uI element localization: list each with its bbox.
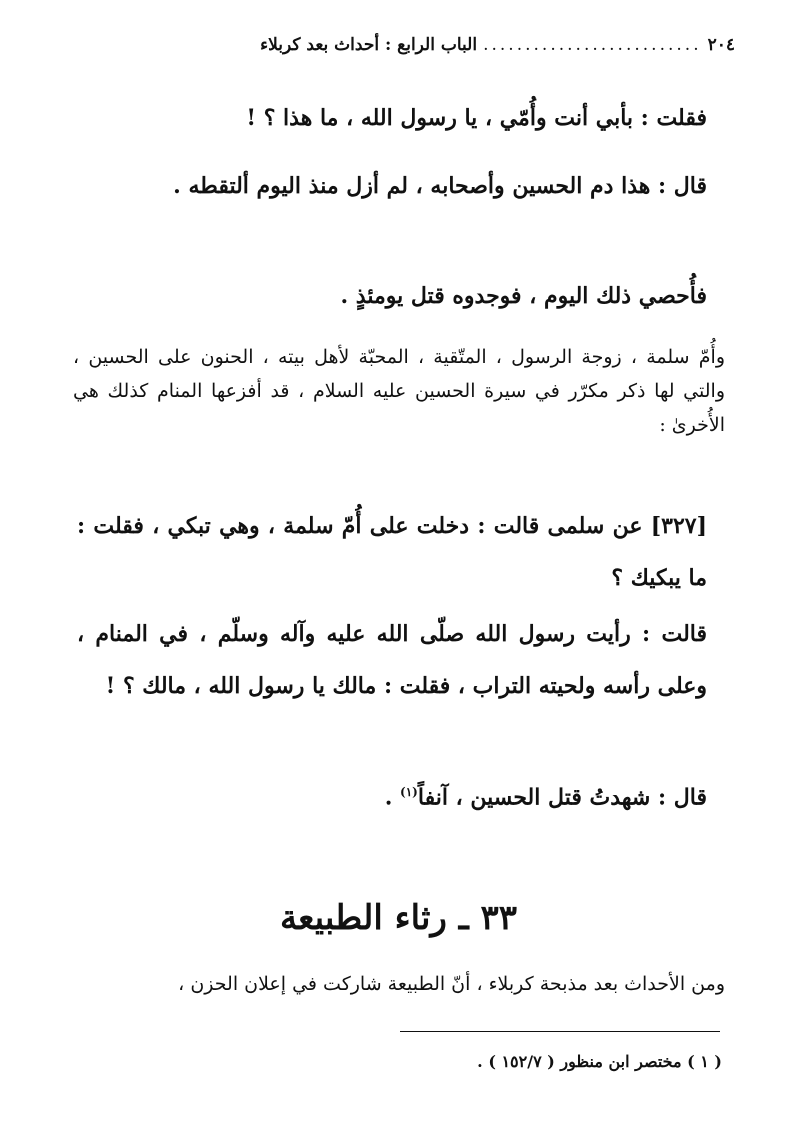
footnote-rule [400, 1031, 720, 1032]
hadith-327-end: قال : شهدتُ قتل الحسين ، آنفاً$^{(١)}$ . [384, 784, 707, 811]
footnote-ref: (١) [400, 785, 418, 799]
quote-line-2: قال : هذا دم الحسين وأصحابه ، لم أزل منذ اليوم ألتقطه . [173, 173, 707, 199]
body-paragraph-2: ومن الأحداث بعد مذبحة كربلاء ، أنّ الطبيعة شاركت في إعلان الحزن ، [178, 973, 725, 995]
body-paragraph-1: وأُمّ سلمة ، زوجة الرسول ، المتّقية ، المحبّة لأهل بيته ، الحنون على الحسين ، والتي لها ذكر مكرّر في سيرة الحسين عليه السلام ، قد أفزعها المنام كذلك هي الأُخرىٰ : [73, 346, 725, 436]
section-title: ٣٣ ـ رثاء الطبيعة [279, 898, 518, 938]
running-head [60, 30, 735, 60]
chapter-title: الباب الرابع : أحداث بعد كربلاء [260, 35, 478, 55]
leader-dots: .......................... [483, 35, 702, 55]
quote-line-1: فقلت : بأبي أنت وأُمّي ، يا رسول الله ، ما هذا ؟ ! [246, 105, 707, 131]
page-number: ٢٠٤ [707, 35, 735, 55]
hadith-327-continued: قالت : رأيت رسول الله صلّى الله عليه وآله وسلّم ، في المنام ، وعلى رأسه ولحيته التراب ، فقلت : مالك يا رسول الله ، مالك ؟ ! [77, 621, 707, 699]
quote-line-3: فأُحصي ذلك اليوم ، فوجدوه قتل يومئذٍ . [340, 283, 707, 309]
hadith-327: [٣٢٧] عن سلمى قالت : دخلت على أُمّ سلمة ، وهي تبكي ، فقلت : ما يبكيك ؟ [77, 513, 707, 591]
footnote: ( ١ ) مختصر ابن منظور ( ١٥٢/٧ ) . [477, 1052, 722, 1071]
